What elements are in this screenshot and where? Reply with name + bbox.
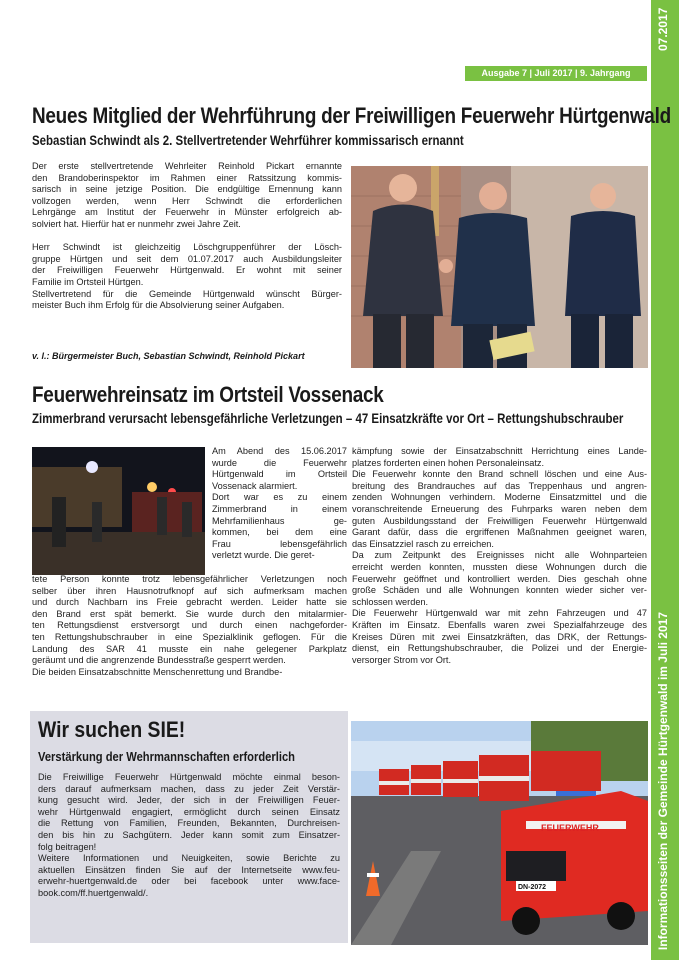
text-line: wehr Hürtgenwald engagiert, ermöglicht durch seinen Einsatz bbox=[38, 806, 340, 817]
text-line: platzes forderten einen hohen Personaleinsatz. bbox=[352, 457, 545, 468]
text-line: Lehrgänge am Institut der Feuerwehr in Münster erfolgreich ab- bbox=[32, 207, 342, 218]
issue-bar: Ausgabe 7 | Juli 2017 | 9. Jahrgang bbox=[465, 66, 647, 81]
text-line: Hürtgenwald im Ortsteil bbox=[212, 469, 347, 480]
text-line: kung gesucht wird. Jeder, der sich in der Freiwilligen Feuer- bbox=[38, 795, 340, 806]
text-line: Vossenack alarmiert. bbox=[212, 480, 298, 491]
text-line: Kräften im Einsatz. Ebenfalls waren zwei Spezialfahrzeuge des bbox=[352, 619, 647, 630]
text-line: Mehrfamilienhaus ge- bbox=[212, 515, 347, 526]
text-line: geräumt und die angrenzende Bundesstraße gesperrt werden. bbox=[32, 655, 286, 666]
text-line: erreicht werden konnten, mussten diese Wohnungen durch die bbox=[352, 561, 647, 572]
text-line: Feuerwehr geöffnet und kontrolliert werden. Dies geschah ohne bbox=[352, 573, 647, 584]
text-line: ders darauf aufmerksam machen, dass zu jeder Zeit Verstär- bbox=[38, 783, 340, 794]
text-line: die Rettung von Familien, Freunden, Bekannten, Durchreisen- bbox=[38, 818, 340, 829]
text-line: Weitere Informationen und Neuigkeiten, sowie Berichte zu bbox=[38, 853, 340, 864]
text-line: Familie im Ortsteil Hürtgen. bbox=[32, 276, 144, 287]
article2-body-narrow bbox=[212, 446, 347, 562]
text-line: gruppe Hürtgen und seit dem 01.07.2017 auch Ausbildungsleiter bbox=[32, 253, 342, 264]
green-sidebar bbox=[651, 0, 679, 960]
text-line: das Einsatzziel rasch zu erreichen. bbox=[352, 538, 494, 549]
text-line: den Brandoberinspektor im Rahmen einer Ratssitzung kommis- bbox=[32, 172, 342, 183]
article1-body bbox=[32, 161, 342, 312]
box-title: Wir suchen SIE! bbox=[38, 717, 186, 742]
text-line: Frau lebensgefährlich bbox=[212, 538, 347, 549]
text-line: Da zum Zeitpunkt des Ereignisses nicht alle Wohnparteien bbox=[352, 550, 647, 561]
text-line: und durch Nachbarn ins Freie gebracht werden. Leider hatte sie bbox=[32, 597, 347, 608]
van-plate: DN-2072 bbox=[518, 884, 547, 891]
text-line: book.com/ff.huertgenwald/. bbox=[38, 887, 149, 898]
text-line: ten Rettungsdienst erstversorgt und durch einen nachgeforder- bbox=[32, 620, 347, 631]
text-line: zenden Wohnungen verhindern. Moderne Einsatzmittel und die bbox=[352, 492, 647, 503]
text-line: Die Feuerwehr Hürtgenwald war mit zehn Fahrzeugen und 47 bbox=[352, 608, 647, 619]
handshake-photo bbox=[351, 166, 648, 368]
text-line: Herr Schwindt ist gleichzeitig Löschgruppenführer der Lösch- bbox=[32, 242, 342, 253]
article2-body-right bbox=[352, 446, 647, 666]
text-line: Garant dafür, dass die ergriffenen Maßnahmen geeignet waren, bbox=[352, 527, 647, 538]
text-line: Die Feuerwehr konnte den Brand schnell löschen und eine Aus- bbox=[352, 469, 647, 480]
text-line: folg beitragen! bbox=[38, 841, 97, 852]
text-line: dienst, ein Rettungshubschrauber, die Polizei und der Energie- bbox=[352, 643, 647, 654]
text-line: guten Ausbildungsstand der Freiwilligen Feuerwehr Hürtgenwald bbox=[352, 515, 647, 526]
text-line: schlossen werden. bbox=[352, 596, 429, 607]
van-lettering: FEUERWEHR bbox=[541, 823, 599, 833]
text-line: Der erste stellvertretende Wehrleiter Reinhold Pickart ernannte bbox=[32, 161, 342, 171]
text-line: Die beiden Einsatzabschnitte Menschenrettung und Brandbe- bbox=[32, 666, 283, 677]
night-fire-photo bbox=[32, 447, 205, 575]
text-line: Stellvertretend für die Gemeinde Hürtgenwald wünscht Bürger- bbox=[32, 288, 342, 299]
text-line: kommen, bei dem eine bbox=[212, 527, 347, 538]
text-line: solviert hat. Hierfür hat er nunmehr zwei Jahre Zeit. bbox=[32, 218, 241, 229]
text-line: versorger Strom vor Ort. bbox=[352, 654, 452, 665]
article1-subtitle: Sebastian Schwindt als 2. Stellvertretender Wehrführer kommissarisch ernannt bbox=[32, 132, 464, 148]
article1-caption: v. l.: Bürgermeister Buch, Sebastian Schwindt, Reinhold Pickart bbox=[32, 351, 305, 361]
text-line: breitung des Brandrauches auf das Treppenhaus und angren- bbox=[352, 480, 647, 491]
text-line: tete Person konnte trotz lebensgefährlicher Verletzungen noch bbox=[32, 574, 347, 584]
night-fire-illustration bbox=[32, 447, 205, 575]
article2-subtitle: Zimmerbrand verursacht lebensgefährliche Verletzungen – 47 Einsatzkräfte vor Ort – Rettungshubschrauber bbox=[32, 410, 624, 426]
text-line: Am Abend des 15.06.2017 bbox=[212, 446, 347, 456]
box-body bbox=[38, 772, 340, 900]
text-line: ten Rettungshubschrauber in eine Spezialklinik geflogen. Für die bbox=[32, 631, 347, 642]
text-line: selber über ihren Hausnotrufknopf auf sich aufmerksam machen bbox=[32, 585, 347, 596]
article2-body-wide bbox=[32, 574, 347, 678]
text-line: meister Buch ihm Erfolg für die Absolvierung seiner Aufgaben. bbox=[32, 300, 285, 311]
text-line: Kreises Düren mit zwei Einsatzkräften, das DRK, der Rettungs- bbox=[352, 631, 647, 642]
text-line: verletzt wurde. Die geret- bbox=[212, 550, 315, 561]
text-line: vollzogen werden, wenn Herr Schwindt die erforderlichen bbox=[32, 195, 342, 206]
text-line: kämpfung sowie der Einsatzabschnitt Herrichtung eines Lande- bbox=[352, 446, 647, 456]
text-line: Die Freiwillige Feuerwehr Hürtgenwald möchte einmal beson- bbox=[38, 772, 340, 782]
text-line: Dort war es zu einem bbox=[212, 492, 347, 503]
sidebar-vertical-text: Informationsseiten der Gemeinde Hürtgenwald im Juli 2017 bbox=[656, 611, 670, 950]
box-subtitle: Verstärkung der Wehrmannschaften erforderlich bbox=[38, 749, 296, 764]
text-line bbox=[32, 231, 342, 243]
text-line: den bis hin zu Sachgütern. Jeder kann somit zum Einsatzer- bbox=[38, 829, 340, 840]
handshake-illustration bbox=[351, 166, 648, 368]
text-line: den Brand erst spät bemerkt. Sie wurde durch den mitalarmier- bbox=[32, 608, 347, 619]
sidebar-date: 07.2017 bbox=[656, 8, 670, 52]
text-line: Landung des SAR 41 musste ein nahe gelegener Parkplatz bbox=[32, 643, 347, 654]
text-line: erwehr-huertgenwald.de oder bei facebook unter www.face- bbox=[38, 876, 340, 887]
text-line: aktuellen Einsätzen finden Sie auf der Internetseite www.feu- bbox=[38, 864, 340, 875]
text-line: voranschreitende Erneuerung des Fuhrparks waren neben dem bbox=[352, 503, 647, 514]
article2-title: Feuerwehreinsatz im Ortsteil Vossenack bbox=[32, 382, 384, 407]
recruitment-box bbox=[30, 711, 348, 943]
article1-title: Neues Mitglied der Wehrführung der Freiwilligen Feuerwehr Hürtgenwald bbox=[32, 103, 671, 128]
text-line: große Schäden und alle Wohnungen konnten wieder sicher ver- bbox=[352, 585, 647, 596]
fire-trucks-photo bbox=[351, 721, 648, 945]
fire-trucks-illustration bbox=[351, 721, 648, 945]
text-line: sarisch in seine jetzige Position. Die endgültige Ernennung kann bbox=[32, 184, 342, 195]
text-line: Zimmerbrand in einem bbox=[212, 503, 347, 514]
text-line: wurde die Feuerwehr bbox=[212, 457, 347, 468]
text-line: der Freiwilligen Feuerwehr Hürtgenwald. Er wohnt mit seiner bbox=[32, 265, 342, 276]
